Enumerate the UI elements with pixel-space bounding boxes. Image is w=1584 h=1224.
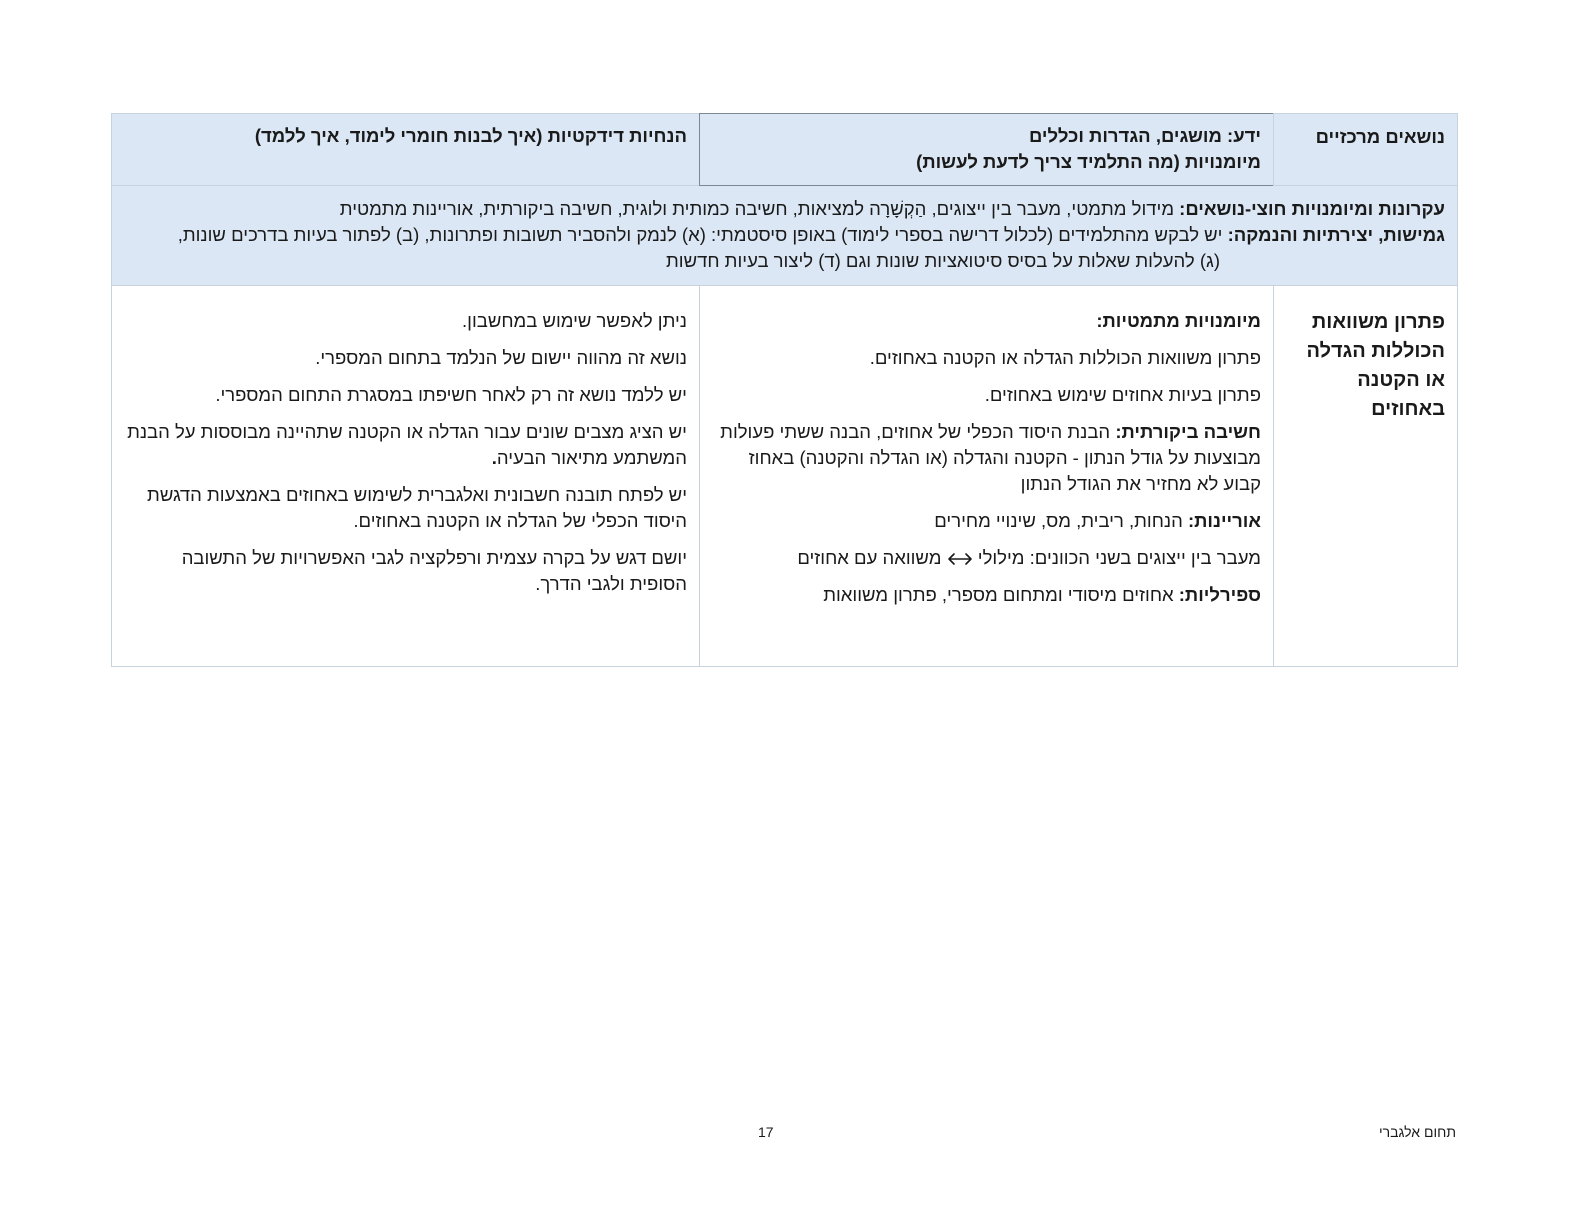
knowledge-spiral xyxy=(712,582,1261,608)
header-topics-cell xyxy=(1274,114,1458,186)
cross-topics-cell xyxy=(112,186,1458,286)
cross-topics-text2: יש לבקש מהתלמידים (לכלול דרישה בספרי לימוד) באופן סיסטמתי: (א) לנמק ולהסביר תשובות ופתרונות, (ב) לפתור בעיות בדרכים שונות, xyxy=(177,224,1228,245)
didactic-item-1: ניתן לאפשר שימוש במחשבון. xyxy=(462,310,687,331)
didactic-item-4 xyxy=(124,419,687,471)
knowledge-literacy xyxy=(712,508,1261,534)
header-didactic-label: הנחיות דידקטיות (איך לבנות חומרי לימוד, איך ללמד) xyxy=(254,125,687,146)
left-right-arrow-icon xyxy=(947,551,973,567)
header-knowledge-line1: ידע: מושגים, הגדרות וכללים xyxy=(1028,125,1261,146)
page xyxy=(112,113,1458,667)
didactic-cell xyxy=(112,286,700,667)
critical-thinking-text: הבנת היסוד הכפלי של אחוזים, הבנה ששתי פעולות מבוצעות על גודל הנתון - הקטנה והגדלה (או הגדלה והקטנה) באחוז קבוע לא מחזיר את הגודל הנתון xyxy=(720,421,1261,494)
header-knowledge-cell xyxy=(700,114,1274,186)
cross-topics-row xyxy=(112,186,1458,286)
knowledge-representations xyxy=(712,545,1261,571)
didactic-item-3: יש ללמד נושא זה רק לאחר חשיפתו במסגרת התחום המספרי. xyxy=(215,384,687,405)
header-didactic-cell xyxy=(112,114,700,186)
literacy-label: אוריינות: xyxy=(1187,510,1261,531)
cross-topics-text3: (ג) להעלות שאלות על בסיס סיטואציות שונות וגם (ד) ליצור בעיות חדשות xyxy=(666,250,1220,271)
didactic-item-4-text: יש הציג מצבים שונים עבור הגדלה או הקטנה שתהיינה מבוססות על הבנת המשתמע מתיאור הבעיה xyxy=(127,421,687,468)
knowledge-heading: מיומנויות מתמטיות: xyxy=(1096,310,1261,331)
cross-topics-text1: מידול מתמטי, מעבר בין ייצוגים, הַקְשָׁרָה למציאות, חשיבה כמותית ולוגית, חשיבה ביקורתית, אוריינות מתמטית xyxy=(339,198,1180,219)
didactic-item-4-end: . xyxy=(491,447,497,468)
knowledge-item-2: פתרון בעיות אחוזים שימוש באחוזים. xyxy=(984,384,1261,405)
header-topics-label: נושאים מרכזיים xyxy=(1315,126,1445,147)
page-number: 17 xyxy=(758,1124,774,1140)
representation-text-after: משוואה עם אחוזים xyxy=(797,547,947,568)
didactic-item-2: נושא זה מהווה יישום של הנלמד בתחום המספרי. xyxy=(315,347,687,368)
didactic-item-6: יושם דגש על בקרה עצמית ורפלקציה לגבי האפשרויות של התשובה הסופית ולגבי הדרך. xyxy=(181,547,687,594)
table-row xyxy=(112,286,1458,667)
topic-cell xyxy=(1274,286,1458,667)
footer-section-label: תחום אלגברי xyxy=(1379,1124,1456,1140)
knowledge-critical-thinking xyxy=(712,419,1261,497)
curriculum-table xyxy=(111,113,1458,667)
cross-topics-line2 xyxy=(124,222,1445,248)
header-knowledge-line2: מיומנויות (מה התלמיד צריך לדעת לעשות) xyxy=(916,151,1261,172)
topic-title: פתרון משוואות הכוללות הגדלה או הקטנה באחוזים xyxy=(1306,311,1445,420)
representation-text-before: מעבר בין ייצוגים בשני הכוונים: מילולי xyxy=(972,547,1261,568)
literacy-text: הנחות, ריבית, מס, שינויי מחירים xyxy=(934,510,1188,531)
cross-topics-line1 xyxy=(124,196,1445,222)
spiral-text: אחוזים מיסודי ומתחום מספרי, פתרון משוואות xyxy=(823,584,1179,605)
cross-topics-label1: עקרונות ומיומנויות חוצי-נושאים: xyxy=(1179,198,1445,219)
table-header-row xyxy=(112,114,1458,186)
didactic-item-5: יש לפתח תובנה חשבונית ואלגברית לשימוש באחוזים באמצעות הדגשת היסוד הכפלי של הגדלה או הקטנה באחוזים. xyxy=(147,484,687,531)
critical-thinking-label: חשיבה ביקורתית: xyxy=(1115,421,1261,442)
knowledge-item-1: פתרון משוואות הכוללות הגדלה או הקטנה באחוזים. xyxy=(869,347,1261,368)
knowledge-cell xyxy=(700,286,1274,667)
cross-topics-label2: גמישות, יצירתיות והנמקה: xyxy=(1227,224,1445,245)
spiral-label: ספירליות: xyxy=(1178,584,1261,605)
